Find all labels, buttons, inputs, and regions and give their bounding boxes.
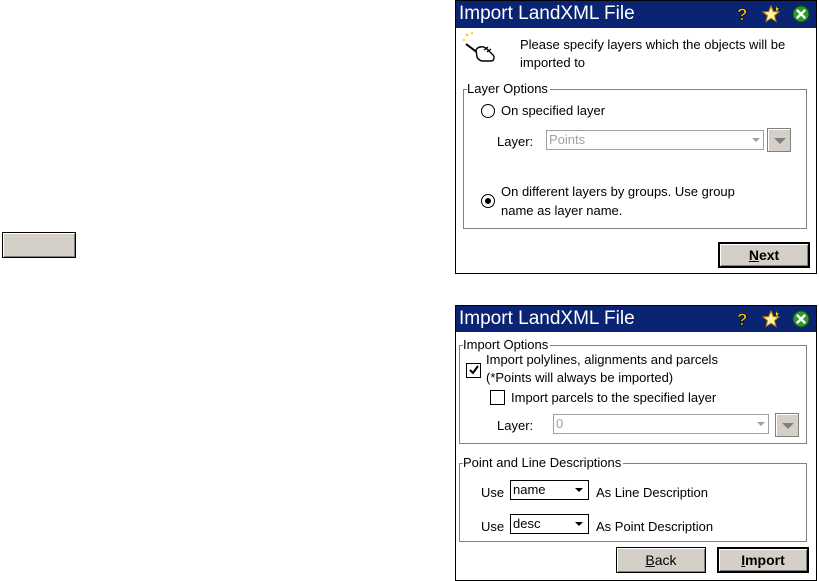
radio-on-different-layers-label-line2[interactable]: name as layer name. (501, 203, 623, 218)
chevron-down-icon (575, 522, 583, 526)
import-landxml-dialog-options (455, 305, 817, 581)
point-description-select[interactable] (510, 514, 589, 534)
import-options-group (459, 337, 807, 444)
help-icon[interactable] (733, 310, 751, 328)
group-label: Import Options (463, 337, 549, 352)
radio-on-different-layers[interactable] (481, 194, 495, 208)
radio-on-specified-layer[interactable] (481, 104, 495, 118)
window-title: Import LandXML File (459, 3, 635, 24)
chevron-down-icon (757, 422, 765, 426)
point-desc-suffix-label: As Point Description (596, 519, 714, 534)
import-polylines-checkbox[interactable] (466, 363, 481, 378)
side-button[interactable] (2, 232, 76, 258)
favorite-star-icon[interactable] (762, 5, 780, 23)
line-desc-use-label: Use (481, 485, 505, 500)
layer-select[interactable] (553, 414, 769, 434)
import-parcels-label[interactable]: Import parcels to the specified layer (511, 390, 717, 405)
layer-dropdown-button[interactable] (767, 128, 791, 152)
import-polylines-label-line1[interactable]: Import polylines, alignments and parcels (486, 352, 718, 367)
titlebar (456, 1, 816, 28)
point-description-value: desc (513, 516, 541, 531)
titlebar (456, 306, 816, 332)
close-icon[interactable] (792, 5, 810, 23)
import-landxml-dialog-layers (455, 0, 817, 274)
dropdown-arrow-icon (782, 423, 794, 429)
layer-dropdown-button[interactable] (775, 413, 799, 437)
import-parcels-checkbox[interactable] (490, 390, 505, 405)
dropdown-arrow-icon (774, 138, 786, 144)
layer-options-group (463, 81, 807, 229)
line-description-select[interactable] (510, 480, 589, 500)
group-label: Point and Line Descriptions (463, 455, 622, 470)
radio-on-different-layers-label-line1[interactable]: On different layers by groups. Use group (501, 184, 735, 199)
checkmark-icon (469, 365, 479, 375)
layer-select[interactable] (546, 130, 764, 150)
back-button[interactable]: Back (616, 547, 706, 573)
close-icon[interactable] (792, 310, 810, 328)
layer-select-value: Points (549, 132, 586, 147)
chevron-down-icon (752, 138, 760, 142)
descriptions-group (459, 455, 807, 542)
window-title: Import LandXML File (459, 308, 635, 329)
line-description-value: name (513, 482, 546, 497)
chevron-down-icon (575, 488, 583, 492)
radio-on-specified-layer-label[interactable]: On specified layer (501, 103, 606, 118)
import-polylines-label-line2: (*Points will always be imported) (486, 370, 674, 385)
group-label: Layer Options (467, 81, 548, 96)
wand-hand-icon (462, 30, 502, 66)
point-desc-use-label: Use (481, 519, 505, 534)
import-button[interactable]: Import (717, 547, 809, 573)
svg-text:?: ? (737, 5, 748, 23)
layer-select-value: 0 (556, 416, 564, 431)
line-desc-suffix-label: As Line Description (596, 485, 708, 500)
layer-label: Layer: (497, 134, 534, 149)
intro-text: Please specify layers which the objects will be imported to (520, 37, 786, 70)
help-icon[interactable] (733, 5, 751, 23)
layer-label: Layer: (497, 418, 534, 433)
favorite-star-icon[interactable] (762, 310, 780, 328)
next-button[interactable]: Next (718, 242, 810, 268)
svg-text:?: ? (737, 310, 748, 328)
